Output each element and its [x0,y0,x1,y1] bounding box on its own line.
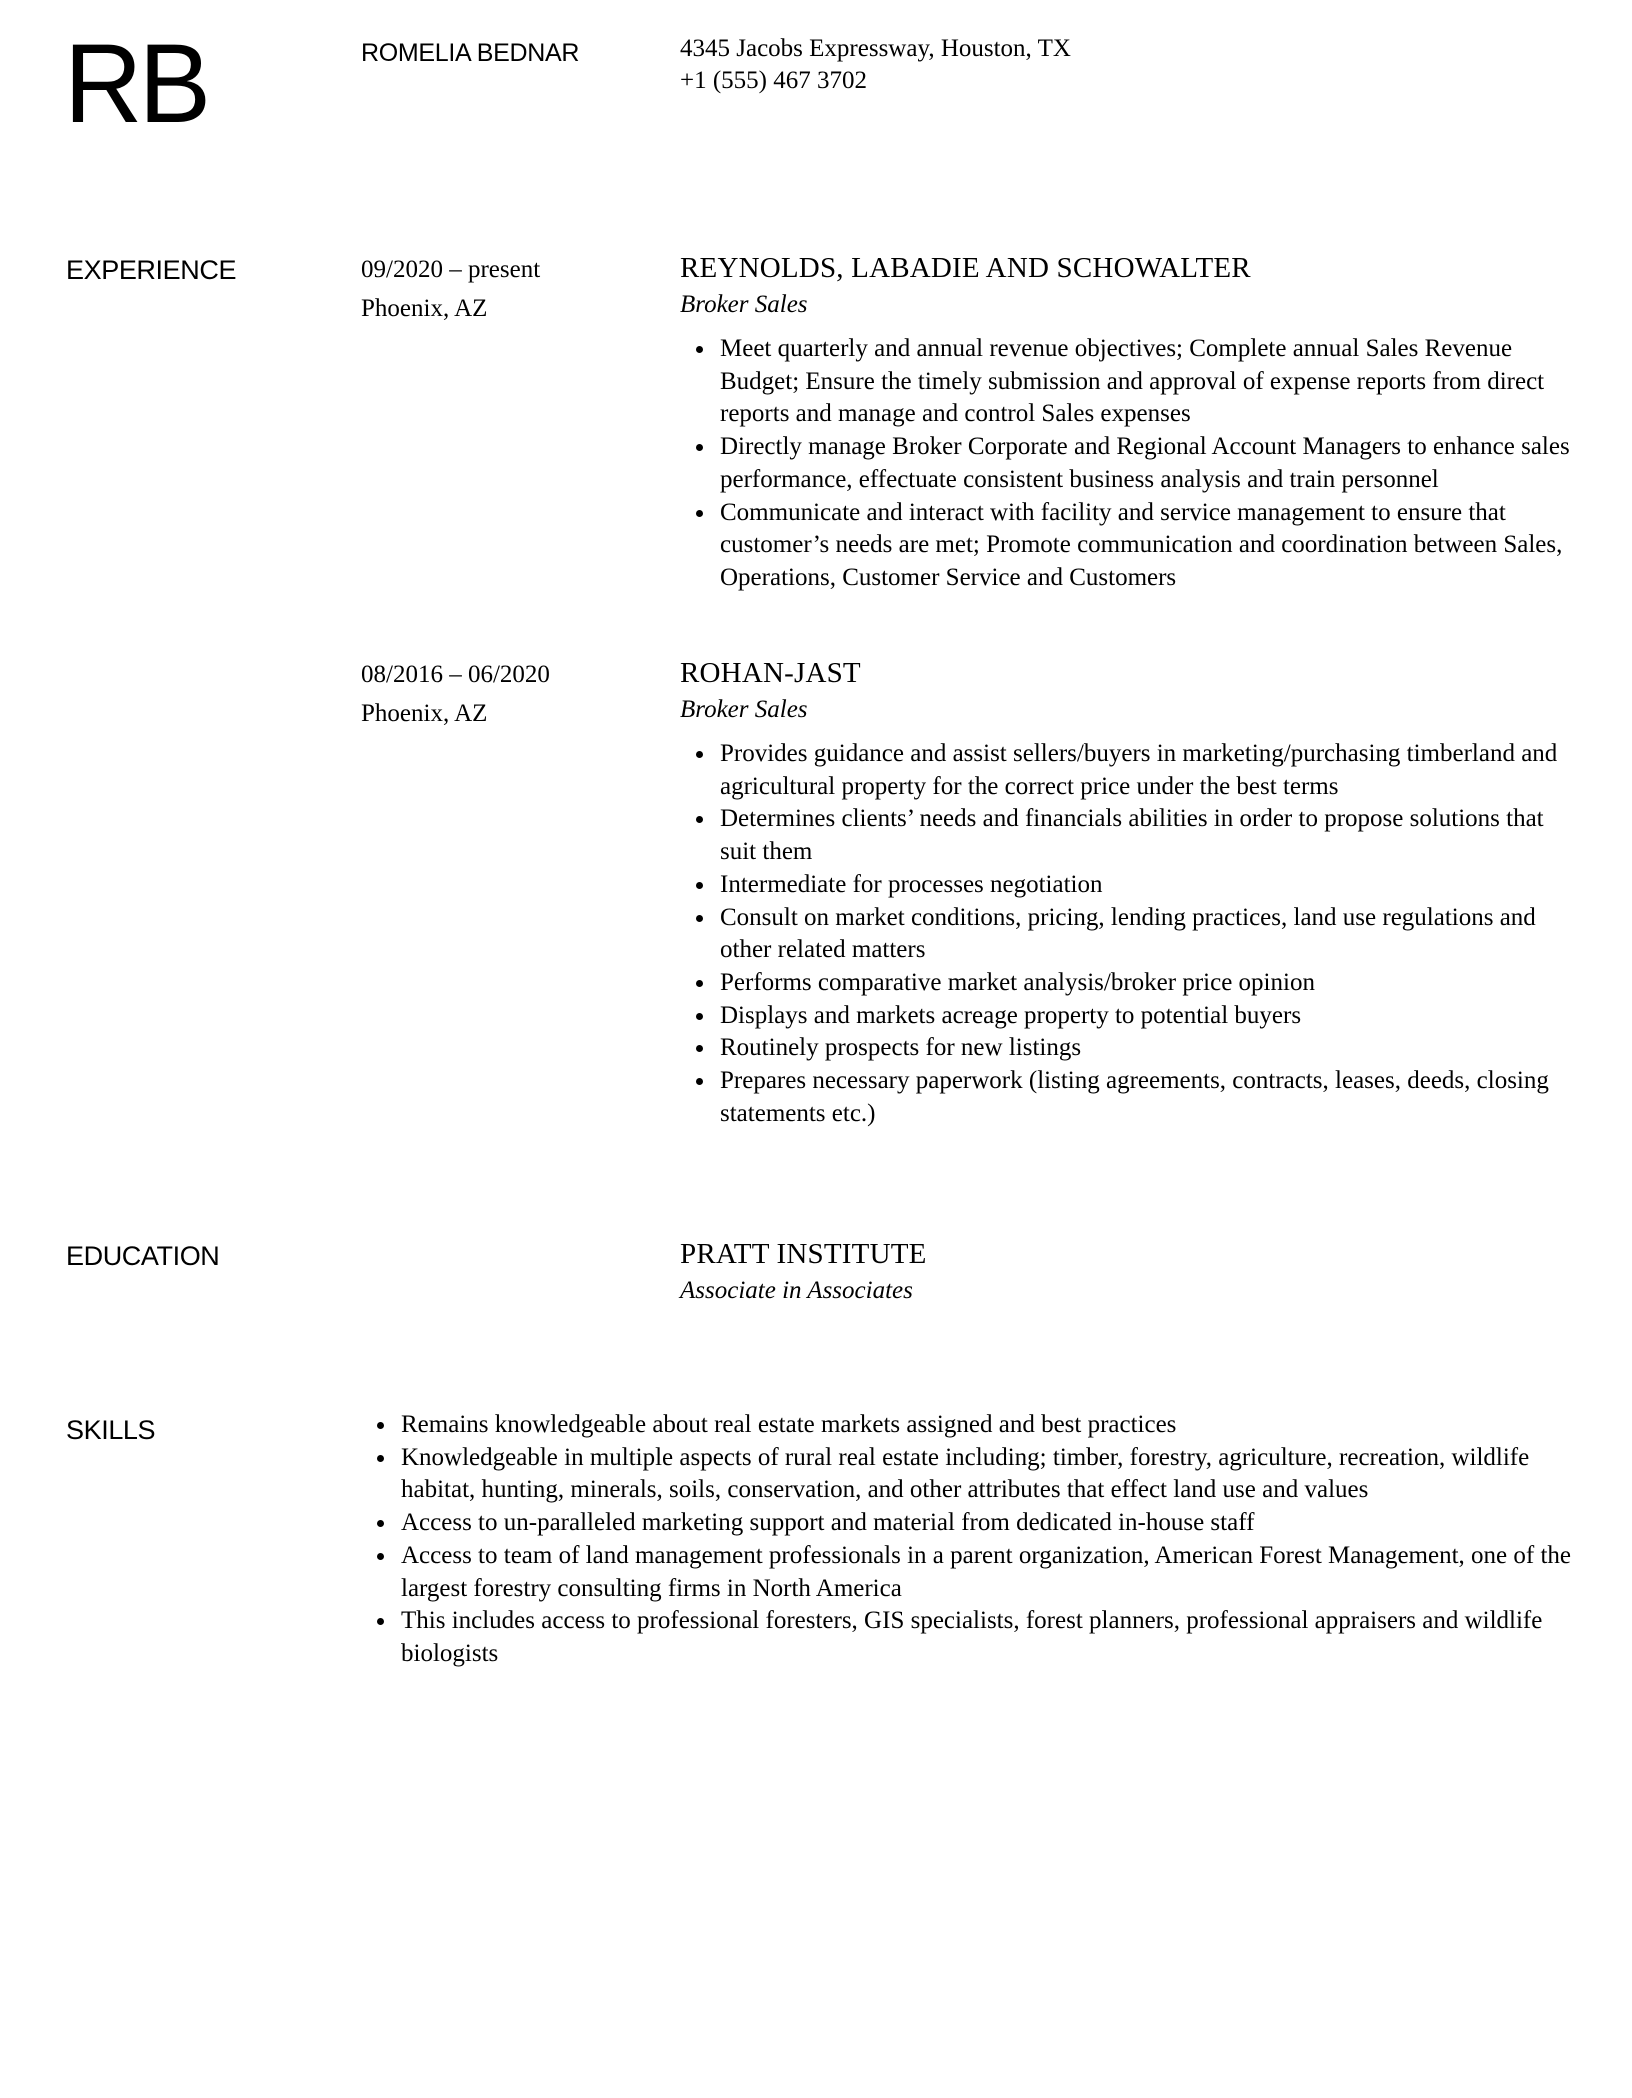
skills-list [361,1409,1581,1671]
education-details [680,1236,1580,1309]
degree: Associate in Associates [680,1277,913,1304]
company-name: ROHAN-JAST [680,657,861,689]
job-title: Broker Sales [680,696,808,723]
bullet-item: Meet quarterly and annual revenue objectives; Complete annual Sales Revenue Budget; Ensure the timely submission and approval of expense reports from direct reports and manage and control Sales expenses [680,333,1580,431]
skills-list-container [361,1409,1581,1671]
bullet-item: Consult on market conditions, pricing, lending practices, land use regulations and other related matters [680,902,1580,967]
job-bullets [680,738,1580,1130]
skill-item: This includes access to professional foresters, GIS specialists, forest planners, professional appraisers and wildlife biologists [361,1605,1581,1670]
address: 4345 Jacobs Expressway, Houston, TX [680,35,1071,62]
job-details [680,655,1580,1130]
skill-item: Access to un-paralleled marketing support and material from dedicated in-house staff [361,1507,1581,1540]
candidate-name: ROMELIA BEDNAR [361,39,580,67]
bullet-item: Intermediate for processes negotiation [680,869,1580,902]
bullet-item: Directly manage Broker Corporate and Regional Account Managers to enhance sales performance, effectuate consistent business analysis and train personnel [680,431,1580,496]
skill-item: Knowledgeable in multiple aspects of rural real estate including; timber, forestry, agriculture, recreation, wildlife habitat, hunting, minerals, soils, conservation, and other attributes that effect land use and values [361,1442,1581,1507]
bullet-item: Communicate and interact with facility and service management to ensure that customer’s needs are met; Promote communication and coordination between Sales, Operations, Customer Service and Customers [680,497,1580,595]
section-heading-experience: EXPERIENCE [66,255,237,285]
school-name: PRATT INSTITUTE [680,1238,927,1270]
skill-item: Access to team of land management professionals in a parent organization, American Forest Management, one of the largest forestry consulting firms in North America [361,1540,1581,1605]
bullet-item: Determines clients’ needs and financials abilities in order to propose solutions that suit them [680,803,1580,868]
job-bullets [680,333,1580,595]
bullet-item: Displays and markets acreage property to potential buyers [680,1000,1580,1033]
job-details [680,250,1580,595]
skill-item: Remains knowledgeable about real estate markets assigned and best practices [361,1409,1581,1442]
contact-info [680,33,1071,97]
phone: +1 (555) 467 3702 [680,67,867,94]
bullet-item: Prepares necessary paperwork (listing agreements, contracts, leases, deeds, closing statements etc.) [680,1065,1580,1130]
bullet-item: Provides guidance and assist sellers/buyers in marketing/purchasing timberland and agricultural property for the correct price under the best terms [680,738,1580,803]
monogram: RB [64,21,208,146]
section-heading-education: EDUCATION [66,1241,220,1271]
job-meta [361,250,661,328]
bullet-item: Routinely prospects for new listings [680,1032,1580,1065]
job-meta [361,655,661,733]
job-title: Broker Sales [680,291,808,318]
job-location: Phoenix, AZ [361,295,488,322]
bullet-item: Performs comparative market analysis/broker price opinion [680,967,1580,1000]
job-dates: 09/2020 – present [361,256,541,283]
company-name: REYNOLDS, LABADIE AND SCHOWALTER [680,252,1251,284]
section-heading-skills: SKILLS [66,1415,156,1445]
job-location: Phoenix, AZ [361,700,488,727]
job-dates: 08/2016 – 06/2020 [361,661,550,688]
